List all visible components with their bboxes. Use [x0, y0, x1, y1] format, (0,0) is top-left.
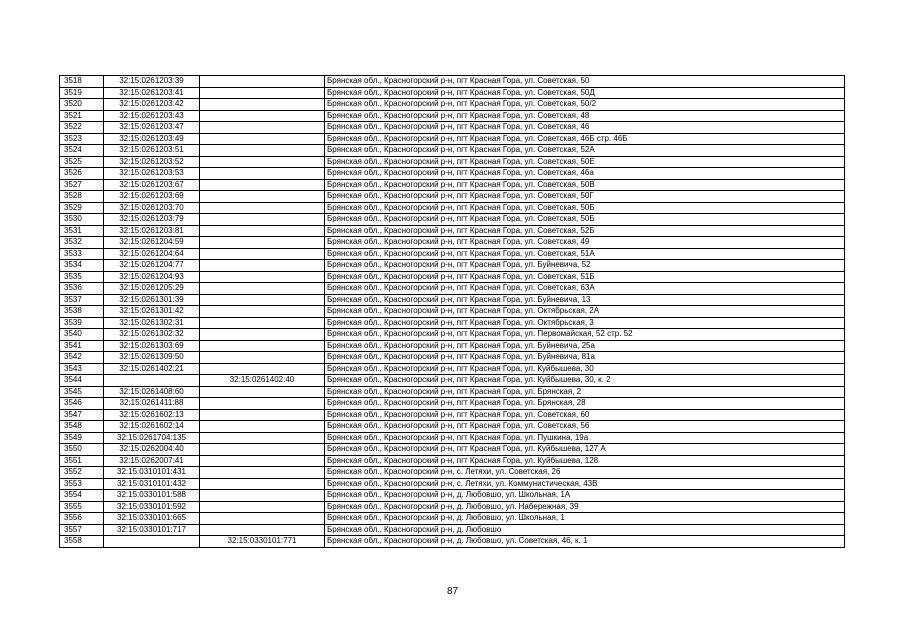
cadastral-number-cell: 32:15:0310101:432	[104, 478, 200, 490]
cadastral-number-secondary-cell	[200, 248, 325, 260]
cadastral-number-cell: 32:15:0261203:51	[104, 145, 200, 157]
cadastral-number-cell: 32:15:0261203:42	[104, 99, 200, 111]
cadastral-number-secondary-cell	[200, 386, 325, 398]
table-row	[60, 490, 845, 502]
address-cell: Брянская обл., Красногорский р-н, пгт Красная Гора, ул. Буйневича, 52	[325, 260, 845, 272]
table-row	[60, 409, 845, 421]
cadastral-number-cell: 32:15:0261302:32	[104, 329, 200, 341]
table-row	[60, 191, 845, 203]
row-number-cell: 3538	[60, 306, 104, 318]
row-number-cell: 3518	[60, 76, 104, 88]
cadastral-number-secondary-cell	[200, 99, 325, 111]
cadastral-number-secondary-cell	[200, 271, 325, 283]
address-cell: Брянская обл., Красногорский р-н, пгт Красная Гора, ул. Советская, 60	[325, 409, 845, 421]
address-cell: Брянская обл., Красногорский р-н, пгт Красная Гора, ул. Куйбышева, 30	[325, 363, 845, 375]
cadastral-number-cell: 32:15:0261402:21	[104, 363, 200, 375]
address-cell: Брянская обл., Красногорский р-н, пгт Красная Гора, ул. Советская, 50В	[325, 179, 845, 191]
address-cell: Брянская обл., Красногорский р-н, пгт Красная Гора, ул. Октябрьская, 2А	[325, 306, 845, 318]
table-row	[60, 329, 845, 341]
page-number: 87	[446, 586, 459, 597]
table-row	[60, 168, 845, 180]
row-number-cell: 3537	[60, 294, 104, 306]
cadastral-number-cell	[104, 536, 200, 548]
address-cell: Брянская обл., Красногорский р-н, пгт Красная Гора, ул. Советская, 48	[325, 110, 845, 122]
row-number-cell: 3546	[60, 398, 104, 410]
row-number-cell: 3543	[60, 363, 104, 375]
cadastral-number-cell: 32:15:0330101:717	[104, 524, 200, 536]
row-number-cell: 3527	[60, 179, 104, 191]
cadastral-number-cell: 32:15:0261203:47	[104, 122, 200, 134]
cadastral-number-cell: 32:15:0261204:64	[104, 248, 200, 260]
row-number-cell: 3539	[60, 317, 104, 329]
cadastral-number-secondary-cell	[200, 524, 325, 536]
table-row	[60, 386, 845, 398]
cadastral-number-cell: 32:15:0261303:69	[104, 340, 200, 352]
table-row	[60, 352, 845, 364]
cadastral-number-cell: 32:15:0261408:60	[104, 386, 200, 398]
cadastral-number-cell: 32:15:0261203:43	[104, 110, 200, 122]
row-number-cell: 3533	[60, 248, 104, 260]
table-row	[60, 536, 845, 548]
row-number-cell: 3555	[60, 501, 104, 513]
cadastral-number-secondary-cell	[200, 214, 325, 226]
address-cell: Брянская обл., Красногорский р-н, пгт Красная Гора, ул. Советская, 52А	[325, 145, 845, 157]
cadastral-number-secondary-cell	[200, 352, 325, 364]
cadastral-number-cell: 32:15:0261203:52	[104, 156, 200, 168]
address-cell: Брянская обл., Красногорский р-н, пгт Красная Гора, ул. Куйбышева, 127 А	[325, 444, 845, 456]
address-cell: Брянская обл., Красногорский р-н, пгт Красная Гора, ул. Советская, 50Е	[325, 156, 845, 168]
cadastral-number-secondary-cell	[200, 156, 325, 168]
cadastral-number-secondary-cell	[200, 225, 325, 237]
table-row	[60, 122, 845, 134]
cadastral-number-secondary-cell	[200, 122, 325, 134]
table-row	[60, 524, 845, 536]
cadastral-number-secondary-cell	[200, 294, 325, 306]
row-number-cell: 3534	[60, 260, 104, 272]
row-number-cell: 3530	[60, 214, 104, 226]
cadastral-number-secondary-cell	[200, 513, 325, 525]
cadastral-number-cell: 32:15:0261203:53	[104, 168, 200, 180]
row-number-cell: 3532	[60, 237, 104, 249]
table-row	[60, 317, 845, 329]
cadastral-number-cell: 32:15:0261203:79	[104, 214, 200, 226]
cadastral-number-cell: 32:15:0261309:50	[104, 352, 200, 364]
table-row	[60, 248, 845, 260]
cadastral-number-secondary-cell	[200, 237, 325, 249]
address-cell: Брянская обл., Красногорский р-н, пгт Красная Гора, ул. Советская, 51Б	[325, 271, 845, 283]
row-number-cell: 3535	[60, 271, 104, 283]
table-row	[60, 202, 845, 214]
row-number-cell: 3526	[60, 168, 104, 180]
row-number-cell: 3556	[60, 513, 104, 525]
table-row	[60, 306, 845, 318]
cadastral-number-cell: 32:15:0261203:81	[104, 225, 200, 237]
table-row	[60, 432, 845, 444]
address-cell: Брянская обл., Красногорский р-н, д. Любовшо	[325, 524, 845, 536]
table-row	[60, 283, 845, 295]
cadastral-number-secondary-cell	[200, 432, 325, 444]
table-body	[60, 76, 845, 548]
row-number-cell: 3521	[60, 110, 104, 122]
row-number-cell: 3549	[60, 432, 104, 444]
row-number-cell: 3548	[60, 421, 104, 433]
table-row	[60, 225, 845, 237]
table-row	[60, 237, 845, 249]
row-number-cell: 3553	[60, 478, 104, 490]
cadastral-number-cell: 32:15:0262007:41	[104, 455, 200, 467]
table-row	[60, 455, 845, 467]
cadastral-number-secondary-cell	[200, 283, 325, 295]
table-row	[60, 156, 845, 168]
cadastral-number-cell: 32:15:0261301:39	[104, 294, 200, 306]
row-number-cell: 3531	[60, 225, 104, 237]
cadastral-number-cell: 32:15:0261301:42	[104, 306, 200, 318]
row-number-cell: 3520	[60, 99, 104, 111]
address-cell: Брянская обл., Красногорский р-н, пгт Красная Гора, ул. Советская, 50	[325, 76, 845, 88]
table-row	[60, 363, 845, 375]
cadastral-number-secondary-cell	[200, 87, 325, 99]
table-row	[60, 513, 845, 525]
row-number-cell: 3547	[60, 409, 104, 421]
address-cell: Брянская обл., Красногорский р-н, пгт Красная Гора, ул. Советская, 50Б	[325, 214, 845, 226]
address-cell: Брянская обл., Красногорский р-н, пгт Красная Гора, ул. Буйневича, 13	[325, 294, 845, 306]
cadastral-number-secondary-cell	[200, 340, 325, 352]
cadastral-number-secondary-cell	[200, 306, 325, 318]
address-cell: Брянская обл., Красногорский р-н, пгт Красная Гора, ул. Куйбышева, 128	[325, 455, 845, 467]
cadastral-number-secondary-cell	[200, 110, 325, 122]
row-number-cell: 3545	[60, 386, 104, 398]
table-row	[60, 145, 845, 157]
cadastral-number-cell: 32:15:0261203:70	[104, 202, 200, 214]
address-cell: Брянская обл., Красногорский р-н, пгт Красная Гора, ул. Советская, 52Б	[325, 225, 845, 237]
cadastral-number-secondary-cell	[200, 191, 325, 203]
cadastral-number-secondary-cell	[200, 145, 325, 157]
cadastral-number-secondary-cell: 32:15:0261402:40	[200, 375, 325, 387]
cadastral-number-cell: 32:15:0262004:40	[104, 444, 200, 456]
row-number-cell: 3541	[60, 340, 104, 352]
table-row	[60, 501, 845, 513]
cadastral-number-cell: 32:15:0330101:588	[104, 490, 200, 502]
address-cell: Брянская обл., Красногорский р-н, д. Любовшо, ул. Школьная, 1А	[325, 490, 845, 502]
row-number-cell: 3523	[60, 133, 104, 145]
cadastral-number-secondary-cell	[200, 76, 325, 88]
address-cell: Брянская обл., Красногорский р-н, пгт Красная Гора, ул. Куйбышева, 30, к. 2	[325, 375, 845, 387]
address-cell: Брянская обл., Красногорский р-н, д. Любовшо, ул. Набережная, 39	[325, 501, 845, 513]
cadastral-number-cell: 32:15:0261203:39	[104, 76, 200, 88]
cadastral-number-cell: 32:15:0261203:41	[104, 87, 200, 99]
address-cell: Брянская обл., Красногорский р-н, с. Летяхи, ул. Советская, 26	[325, 467, 845, 479]
cadastral-number-secondary-cell	[200, 179, 325, 191]
cadastral-number-secondary-cell	[200, 501, 325, 513]
cadastral-number-secondary-cell	[200, 467, 325, 479]
cadastral-number-cell: 32:15:0261302:31	[104, 317, 200, 329]
cadastral-number-secondary-cell	[200, 455, 325, 467]
cadastral-number-secondary-cell	[200, 398, 325, 410]
table-row	[60, 214, 845, 226]
cadastral-number-cell: 32:15:0330101:665	[104, 513, 200, 525]
row-number-cell: 3528	[60, 191, 104, 203]
table-row	[60, 260, 845, 272]
table-row	[60, 340, 845, 352]
address-cell: Брянская обл., Красногорский р-н, пгт Красная Гора, ул. Советская, 51А	[325, 248, 845, 260]
address-cell: Брянская обл., Красногорский р-н, пгт Красная Гора, ул. Советская, 56	[325, 421, 845, 433]
address-cell: Брянская обл., Красногорский р-н, пгт Красная Гора, ул. Советская, 50Д	[325, 87, 845, 99]
table-row	[60, 87, 845, 99]
row-number-cell: 3536	[60, 283, 104, 295]
address-cell: Брянская обл., Красногорский р-н, пгт Красная Гора, ул. Пушкина, 19а	[325, 432, 845, 444]
row-number-cell: 3558	[60, 536, 104, 548]
table-row	[60, 110, 845, 122]
address-cell: Брянская обл., Красногорский р-н, пгт Красная Гора, ул. Советская, 46а	[325, 168, 845, 180]
table-row	[60, 99, 845, 111]
cadastral-number-cell: 32:15:0261204:93	[104, 271, 200, 283]
row-number-cell: 3525	[60, 156, 104, 168]
row-number-cell: 3550	[60, 444, 104, 456]
cadastral-number-secondary-cell	[200, 260, 325, 272]
cadastral-number-cell: 32:15:0261203:67	[104, 179, 200, 191]
cadastral-number-secondary-cell	[200, 409, 325, 421]
row-number-cell: 3552	[60, 467, 104, 479]
table-row	[60, 76, 845, 88]
address-cell: Брянская обл., Красногорский р-н, пгт Красная Гора, ул. Октябрьская, 3	[325, 317, 845, 329]
property-table	[59, 75, 845, 548]
cadastral-number-secondary-cell	[200, 478, 325, 490]
row-number-cell: 3557	[60, 524, 104, 536]
table-row	[60, 133, 845, 145]
address-cell: Брянская обл., Красногорский р-н, пгт Красная Гора, ул. Буйневича, 81а	[325, 352, 845, 364]
table-row	[60, 375, 845, 387]
table-row	[60, 421, 845, 433]
cadastral-number-secondary-cell	[200, 329, 325, 341]
row-number-cell: 3522	[60, 122, 104, 134]
cadastral-number-cell: 32:15:0261203:49	[104, 133, 200, 145]
cadastral-number-cell: 32:15:0261602:13	[104, 409, 200, 421]
cadastral-number-secondary-cell: 32:15:0330101:771	[200, 536, 325, 548]
cadastral-number-secondary-cell	[200, 317, 325, 329]
address-cell: Брянская обл., Красногорский р-н, пгт Красная Гора, ул. Брянская, 28	[325, 398, 845, 410]
row-number-cell: 3519	[60, 87, 104, 99]
table-row	[60, 398, 845, 410]
table-row	[60, 179, 845, 191]
row-number-cell: 3544	[60, 375, 104, 387]
cadastral-number-cell: 32:15:0261205:29	[104, 283, 200, 295]
cadastral-number-cell: 32:15:0261602:14	[104, 421, 200, 433]
cadastral-number-cell: 32:15:0261204:59	[104, 237, 200, 249]
cadastral-number-secondary-cell	[200, 168, 325, 180]
table-row	[60, 478, 845, 490]
table-row	[60, 444, 845, 456]
address-cell: Брянская обл., Красногорский р-н, пгт Красная Гора, ул. Брянская, 2	[325, 386, 845, 398]
cadastral-number-secondary-cell	[200, 202, 325, 214]
cadastral-number-secondary-cell	[200, 444, 325, 456]
address-cell: Брянская обл., Красногорский р-н, пгт Красная Гора, ул. Советская, 50Б	[325, 202, 845, 214]
row-number-cell: 3554	[60, 490, 104, 502]
row-number-cell: 3529	[60, 202, 104, 214]
address-cell: Брянская обл., Красногорский р-н, пгт Красная Гора, ул. Советская, 46Б стр. 46Б	[325, 133, 845, 145]
cadastral-number-cell: 32:15:0330101:592	[104, 501, 200, 513]
address-cell: Брянская обл., Красногорский р-н, пгт Красная Гора, ул. Советская, 49	[325, 237, 845, 249]
cadastral-number-cell: 32:15:0261411:88	[104, 398, 200, 410]
cadastral-number-cell: 32:15:0310101:431	[104, 467, 200, 479]
address-cell: Брянская обл., Красногорский р-н, пгт Красная Гора, ул. Советская, 46	[325, 122, 845, 134]
address-cell: Брянская обл., Красногорский р-н, пгт Красная Гора, ул. Советская, 50/2	[325, 99, 845, 111]
table-row	[60, 271, 845, 283]
table-row	[60, 467, 845, 479]
address-cell: Брянская обл., Красногорский р-н, пгт Красная Гора, ул. Советская, 63А	[325, 283, 845, 295]
cadastral-number-secondary-cell	[200, 490, 325, 502]
row-number-cell: 3542	[60, 352, 104, 364]
cadastral-number-secondary-cell	[200, 363, 325, 375]
address-cell: Брянская обл., Красногорский р-н, пгт Красная Гора, ул. Буйневича, 25а	[325, 340, 845, 352]
cadastral-number-secondary-cell	[200, 133, 325, 145]
address-cell: Брянская обл., Красногорский р-н, д. Любовшо, ул. Советская, 46, к. 1	[325, 536, 845, 548]
cadastral-number-cell: 32:15:0261204:77	[104, 260, 200, 272]
cadastral-number-cell: 32:15:0261203:69	[104, 191, 200, 203]
row-number-cell: 3524	[60, 145, 104, 157]
address-cell: Брянская обл., Красногорский р-н, пгт Красная Гора, ул. Первомайская, 52 стр. 52	[325, 329, 845, 341]
address-cell: Брянская обл., Красногорский р-н, с. Летяхи, ул. Коммунистическая, 43В	[325, 478, 845, 490]
table-row	[60, 294, 845, 306]
cadastral-number-cell: 32:15:0261704:135	[104, 432, 200, 444]
row-number-cell: 3540	[60, 329, 104, 341]
cadastral-number-secondary-cell	[200, 421, 325, 433]
cadastral-number-cell	[104, 375, 200, 387]
address-cell: Брянская обл., Красногорский р-н, пгт Красная Гора, ул. Советская, 50Г	[325, 191, 845, 203]
address-cell: Брянская обл., Красногорский р-н, д. Любовшо, ул. Школьная, 1	[325, 513, 845, 525]
row-number-cell: 3551	[60, 455, 104, 467]
